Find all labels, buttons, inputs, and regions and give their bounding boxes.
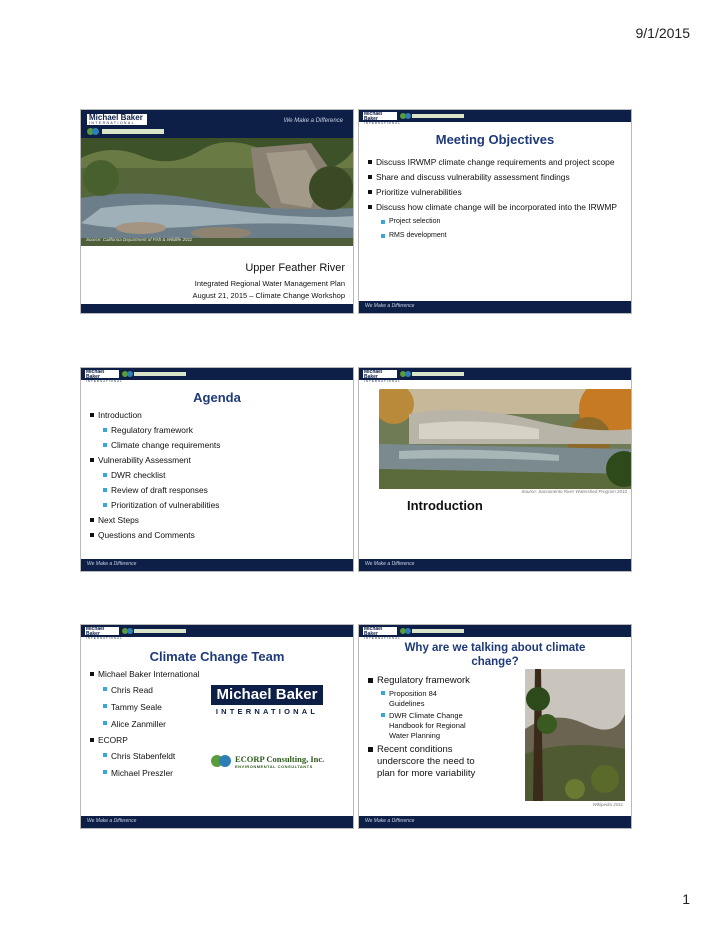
slide-agenda[interactable] [80,367,354,572]
team-member: Chris Read [89,682,219,699]
tagline: We Make a Difference [283,118,343,124]
team-member: Chris Stabenfeldt [89,748,219,765]
agenda-item: Vulnerability Assessment [89,453,347,468]
objective-item: Share and discuss vulnerability assessment findings [367,170,625,185]
slide-footer: We Make a Difference [359,301,631,313]
why-bullet: Regulatory framework [367,675,525,687]
michael-baker-logo-small: Michael Baker INTERNATIONAL [364,369,401,383]
introduction-title: Introduction [407,498,483,513]
photo-credit: Source: Sacramento River Watershed Program 2010 [521,489,627,494]
team-member: Tammy Seale [89,699,219,716]
ecorp-logo [87,128,167,136]
slide-why[interactable] [358,624,632,829]
ecorp-logo-small [400,113,466,119]
why-subbullet: Proposition 84 Guidelines [367,689,471,709]
ecorp-logo-small [122,371,188,377]
michael-baker-logo-small: Michael Baker INTERNATIONAL [364,111,401,125]
slide-header [359,368,631,383]
objective-item: Discuss IRWMP climate change requirements and project scope [367,155,625,170]
slide-subtitle-1: Integrated Regional Water Management Plan [194,279,345,288]
slide-footer: We Make a Difference [359,559,631,571]
agenda-subitem: Regulatory framework [89,423,347,438]
objective-subitem: Project selection [367,215,625,229]
team-member: Alice Zanmiller [89,716,219,733]
michael-baker-logo-small: Michael Baker INTERNATIONAL [86,626,123,640]
slide-header [359,625,631,640]
agenda-subitem: DWR checklist [89,468,347,483]
slide-title-text: Upper Feather River [245,262,345,274]
agenda-item: Introduction [89,408,347,423]
slide-header [81,625,353,640]
objectives-list [367,155,625,243]
team-title: Climate Change Team [149,649,285,664]
slide-header [81,368,353,383]
river-photo [81,138,354,246]
slide-title[interactable] [80,109,354,314]
why-title: Why are we talking about climate change? [404,642,586,668]
objective-subitem: RMS development [367,229,625,243]
michael-baker-logo-small: Michael Baker INTERNATIONAL [86,369,123,383]
agenda-item: Questions and Comments [89,528,347,543]
team-org: ECORP [89,733,219,748]
slide-team[interactable] [80,624,354,829]
ecorp-big-logo: ECORP Consulting, Inc. ENVIRONMENTAL CONSULTANTS [211,753,333,771]
michael-baker-logo: Michael Baker INTERNATIONAL [87,114,147,125]
agenda-subitem: Prioritization of vulnerabilities [89,498,347,513]
page-number: 1 [682,891,690,907]
agenda-subitem: Review of draft responses [89,483,347,498]
team-org: Michael Baker International [89,667,219,682]
slide-footer: We Make a Difference [81,816,353,828]
objective-item: Discuss how climate change will be incorporated into the IRWMP [367,200,625,215]
slide-introduction[interactable] [358,367,632,572]
photo-credit: Source: California Department of Fish & Wildlife 2011 [86,237,193,242]
team-member: Michael Preszler [89,765,219,782]
michael-baker-big-logo: Michael Baker INTERNATIONAL [211,685,323,721]
michael-baker-logo-small: Michael Baker INTERNATIONAL [364,626,401,640]
river-photo [379,389,632,489]
photo-credit: Wikipedia 2011 [592,802,623,807]
agenda-title: Agenda [193,390,241,405]
team-list [89,667,219,782]
slide-footer: We Make a Difference [359,816,631,828]
why-subbullet: DWR Climate Change Handbook for Regional Water Planning [367,711,481,741]
agenda-list [89,408,347,543]
ecorp-logo-small [400,628,466,634]
ecorp-logo-small [400,371,466,377]
agenda-subitem: Climate change requirements [89,438,347,453]
objectives-title: Meeting Objectives [435,132,555,147]
slide-footer: We Make a Difference [81,559,353,571]
objective-item: Prioritize vulnerabilities [367,185,625,200]
header-date: 9/1/2015 [635,25,690,41]
slide-objectives[interactable] [358,109,632,314]
why-bullet: Recent conditions underscore the need to plan for more variability [367,744,487,780]
slide-subtitle-2: August 21, 2015 – Climate Change Workshop [192,291,345,300]
ecorp-logo-small [122,628,188,634]
agenda-item: Next Steps [89,513,347,528]
why-list [367,675,525,780]
slide-header [359,110,631,125]
slide-footer [81,304,353,313]
forest-photo [525,669,625,801]
